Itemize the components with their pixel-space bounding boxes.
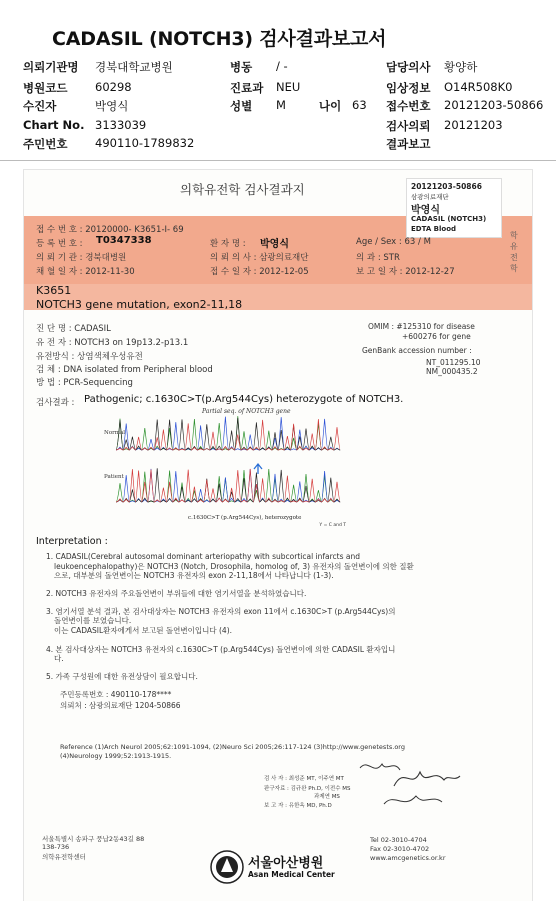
family-id: 주민등록번호 : 490110-178****	[60, 690, 172, 699]
reference-2: (4)Neurology 1999;52:1913-1915.	[60, 752, 172, 760]
interp-line-3: 으로, 대부분의 돌연변이는 NOTCH3 유전자의 exon 2-11,18에서 나타납니다 (1-3).	[54, 571, 334, 580]
chart-value: 3133039	[95, 118, 147, 132]
family-ref: 의뢰처 : 삼광의료재단 1204-50866	[60, 701, 181, 710]
code-label: 병원코드	[23, 81, 68, 95]
hospital-field	[23, 59, 79, 75]
logo-english: Asan Medical Center	[248, 870, 335, 879]
handwritten-signatures	[354, 756, 464, 816]
interp-line-2: leukoencephalopathy)은 NOTCH3 (Notch, Drosophila, homolog of, 3) 유전자의 돌연변이에 의한 질환	[54, 562, 414, 571]
interp-line-5: 3. 염기서열 분석 결과, 본 검사대상자는 NOTCH3 유전자의 exon 11에서 c.1630C>T (p.Arg544Cys)의	[46, 607, 396, 616]
chrom-caption: c.1630C>T (p.Arg544Cys), heterozygote	[188, 515, 302, 521]
patient-value: 박영식	[95, 99, 129, 113]
logo-korean: 서울아산병원	[248, 856, 324, 871]
stamp-line-5: EDTA Blood	[411, 225, 457, 233]
tel: Tel 02-3010-4704	[370, 836, 427, 844]
receipt-row: 접 수 번 호 : 20120000- K3651-I- 69	[36, 225, 184, 235]
signer-4: 보 고 자 : 유한옥 MD, Ph.D	[264, 803, 332, 809]
ward-value: / -	[276, 59, 288, 73]
report-title: CADASIL (NOTCH3) 검사결과보고서	[52, 28, 387, 50]
scan-heading: 의학유전학 검사결과지	[180, 182, 305, 197]
chrom-normal-label: Normal	[104, 430, 126, 436]
result-text: Pathogenic; c.1630C>T(p.Arg544Cys) heterozygote of NOTCH3.	[84, 394, 404, 405]
reg-value: T0347338	[96, 235, 152, 246]
interpretation-title: Interpretation :	[36, 536, 108, 547]
address-3: 의학유전학센터	[42, 853, 86, 861]
receipt-label: 접수번호	[386, 99, 431, 113]
asan-logo-icon	[210, 850, 244, 884]
omim-gene: +600276 for gene	[402, 332, 471, 341]
scanned-report	[24, 170, 532, 901]
diagnosis: 진 단 명 : CADASIL	[36, 324, 111, 334]
stamp-line-1: 20121203-50866	[411, 182, 482, 191]
genbank-label: GenBank accession number :	[362, 346, 472, 355]
request-label: 검사의뢰	[386, 119, 431, 133]
method: 방 법 : PCR-Sequencing	[36, 378, 133, 388]
address-1: 서울특별시 송파구 풍납2동43길 88	[42, 835, 145, 843]
stamp-line-3: 박영식	[411, 205, 440, 216]
age-label: 나이	[319, 99, 342, 113]
req-hospital: 의 뢰 기 관 : 경북대병원	[36, 253, 127, 263]
test-code: K3651	[36, 284, 72, 297]
request-value: 20121203	[444, 118, 503, 132]
normal-trace	[116, 416, 340, 450]
chart-label: Chart No.	[23, 118, 85, 132]
patient-label: 수진자	[23, 99, 57, 113]
sex-value: M	[276, 98, 286, 112]
signer-2: 판구자료 : 김규완 Ph.D, 이전수 MS	[264, 786, 351, 792]
clinical-label: 임상정보	[386, 81, 431, 95]
chrom-patient-label: Patient	[104, 474, 124, 480]
interp-line-7: 이는 CADASIL환자에게서 보고된 돌연변이입니다 (4).	[54, 626, 233, 635]
draw-date: 채 혈 일 자 : 2012-11-30	[36, 267, 135, 277]
omim-disease: OMIM : #125310 for disease	[368, 322, 475, 331]
address-2: 138-736	[42, 843, 70, 851]
trace-line	[116, 469, 340, 502]
chrom-legend: Y = C and T	[319, 523, 346, 528]
clinical-value: O14R508K0	[444, 80, 513, 94]
interp-line-8: 4. 본 검사대상자는 NOTCH3 유전자의 c.1630C>T (p.Arg544Cys) 돌연변이에 의한 CADASIL 환자입니	[46, 645, 396, 654]
report-date: 보 고 일 자 : 2012-12-27	[356, 267, 455, 277]
id-label: 주민번호	[23, 137, 68, 151]
inheritance: 유전방식 : 상염색체우성유전	[36, 352, 143, 362]
dept-value: NEU	[276, 80, 301, 94]
sequencing-chromatogram	[104, 402, 346, 532]
chrom-title: Partial seq. of NOTCH3 gene	[202, 408, 291, 415]
gene: 유 전 자 : NOTCH3 on 19p13.2-p13.1	[36, 338, 189, 348]
age-value: 63	[352, 98, 367, 112]
name-value: 박영식	[260, 239, 289, 250]
doctor-label: 담당의사	[386, 60, 431, 74]
genbank-nt: NT_011295.10	[426, 358, 481, 367]
req-dept: 의 과 : STR	[356, 253, 400, 263]
interp-line-10: 5. 가족 구성원에 대한 유전상담이 필요합니다.	[46, 672, 198, 681]
signer-3: 과제연 MS	[314, 794, 340, 800]
ward-label: 병동	[230, 60, 253, 74]
hospital-label: 의뢰기관명	[23, 60, 79, 74]
header-divider	[0, 160, 556, 161]
result-report-label: 결과보고	[386, 137, 431, 151]
patient-trace	[116, 468, 340, 502]
fax: Fax 02-3010-4702	[370, 845, 430, 853]
test-name: NOTCH3 gene mutation, exon2-11,18	[36, 298, 243, 311]
mutation-arrow-icon	[254, 464, 262, 474]
interp-line-1: 1. CADASIL(Cerebral autosomal dominant arteriopathy with subcortical infarcts and	[46, 552, 361, 561]
interp-line-9: 다.	[54, 654, 64, 663]
req-doctor: 의 뢰 의 사 : 삼광의료재단	[210, 253, 309, 263]
code-value: 60298	[95, 80, 132, 94]
signer-1: 검 사 자 : 최성준 MT, 이주연 MT	[264, 776, 344, 782]
age-sex: Age / Sex : 63 / M	[356, 237, 431, 247]
doctor-value: 황양하	[444, 60, 478, 74]
specimen: 검 체 : DNA isolated from Peripheral blood	[36, 365, 213, 375]
specimen-stamp	[406, 178, 502, 238]
stamp-line-4: CADASIL (NOTCH3)	[411, 215, 487, 223]
result-label: 검사결과 :	[36, 398, 75, 408]
hospital-value: 경북대학교병원	[95, 60, 173, 74]
stamp-line-2: 삼광의료재단	[411, 193, 449, 201]
interp-line-4: 2. NOTCH3 유전자의 주요돌연변이 부위들에 대한 염기서열을 분석하였습니다.	[46, 589, 307, 598]
genbank-nm: NM_000435.2	[426, 367, 478, 376]
id-value: 490110-1789832	[95, 136, 195, 150]
receipt-date: 접 수 일 자 : 2012-12-05	[210, 267, 309, 277]
receipt-value: 20121203-50866	[444, 98, 544, 112]
reg-label: 등 록 번 호 :	[36, 239, 83, 249]
sex-label: 성별	[230, 99, 253, 113]
interp-line-6: 돌연변이를 보였습니다.	[54, 616, 132, 625]
reference-1: Reference (1)Arch Neurol 2005;62:1091-1094, (2)Neuro Sci 2005;26:117-124 (3)http://www.genetests.org	[60, 743, 405, 751]
side-label: 학 유 전 학	[510, 231, 518, 273]
name-label: 환 자 명 :	[210, 239, 246, 249]
website: www.amcgenetics.or.kr	[370, 854, 446, 862]
dept-label: 진료과	[230, 81, 264, 95]
